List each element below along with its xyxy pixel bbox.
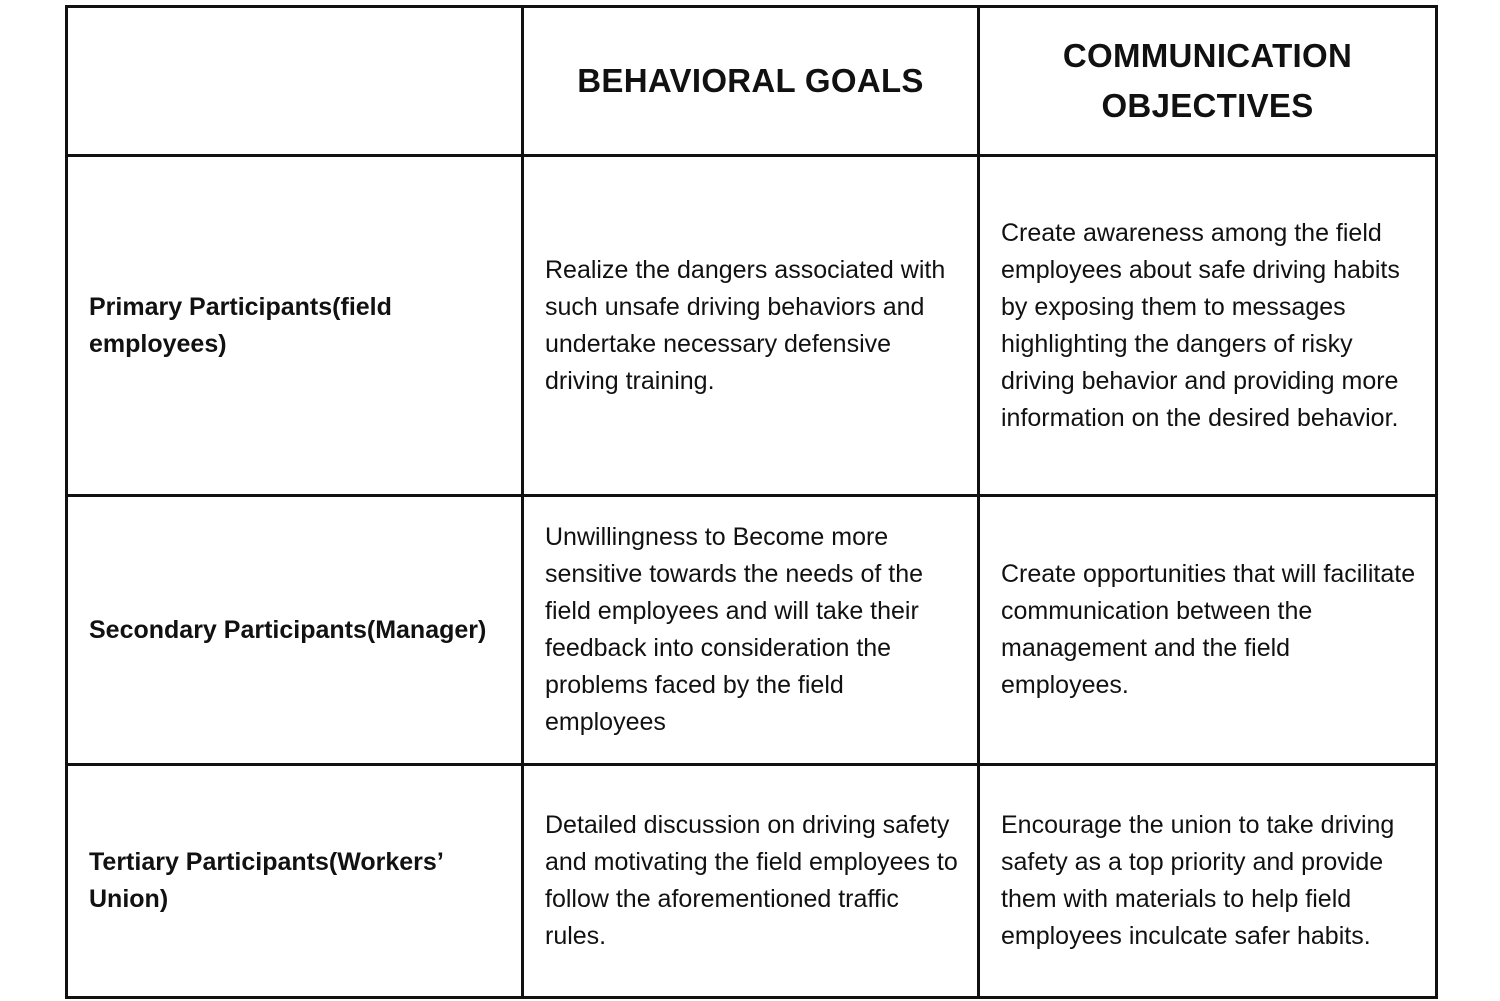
header-communication-objectives: COMMUNICATION OBJECTIVES xyxy=(979,7,1437,156)
header-behavioral-goals: BEHAVIORAL GOALS xyxy=(523,7,979,156)
communication-objective-primary: Create awareness among the field employees about safe driving habits by exposing them to messages highlighting the dangers of risky driving behavior and providing more information on the desired behavior. xyxy=(979,156,1437,496)
behavioral-goal-primary: Realize the dangers associated with such unsafe driving behaviors and undertake necessary defensive driving training. xyxy=(523,156,979,496)
header-row xyxy=(67,7,1437,156)
participants-table xyxy=(65,5,1438,999)
table-row xyxy=(67,765,1437,998)
participant-label-tertiary: Tertiary Participants(Workers’ Union) xyxy=(67,765,523,998)
participant-label-primary: Primary Participants(field employees) xyxy=(67,156,523,496)
table-row xyxy=(67,496,1437,765)
communication-objective-secondary: Create opportunities that will facilitate communication between the management and the field employees. xyxy=(979,496,1437,765)
table-row xyxy=(67,156,1437,496)
behavioral-goal-secondary: Unwillingness to Become more sensitive towards the needs of the field employees and will take their feedback into consideration the problems faced by the field employees xyxy=(523,496,979,765)
header-corner-cell xyxy=(67,7,523,156)
participant-label-secondary: Secondary Participants(Manager) xyxy=(67,496,523,765)
communication-objective-tertiary: Encourage the union to take driving safety as a top priority and provide them with materials to help field employees inculcate safer habits. xyxy=(979,765,1437,998)
behavioral-goal-tertiary: Detailed discussion on driving safety and motivating the field employees to follow the aforementioned traffic rules. xyxy=(523,765,979,998)
